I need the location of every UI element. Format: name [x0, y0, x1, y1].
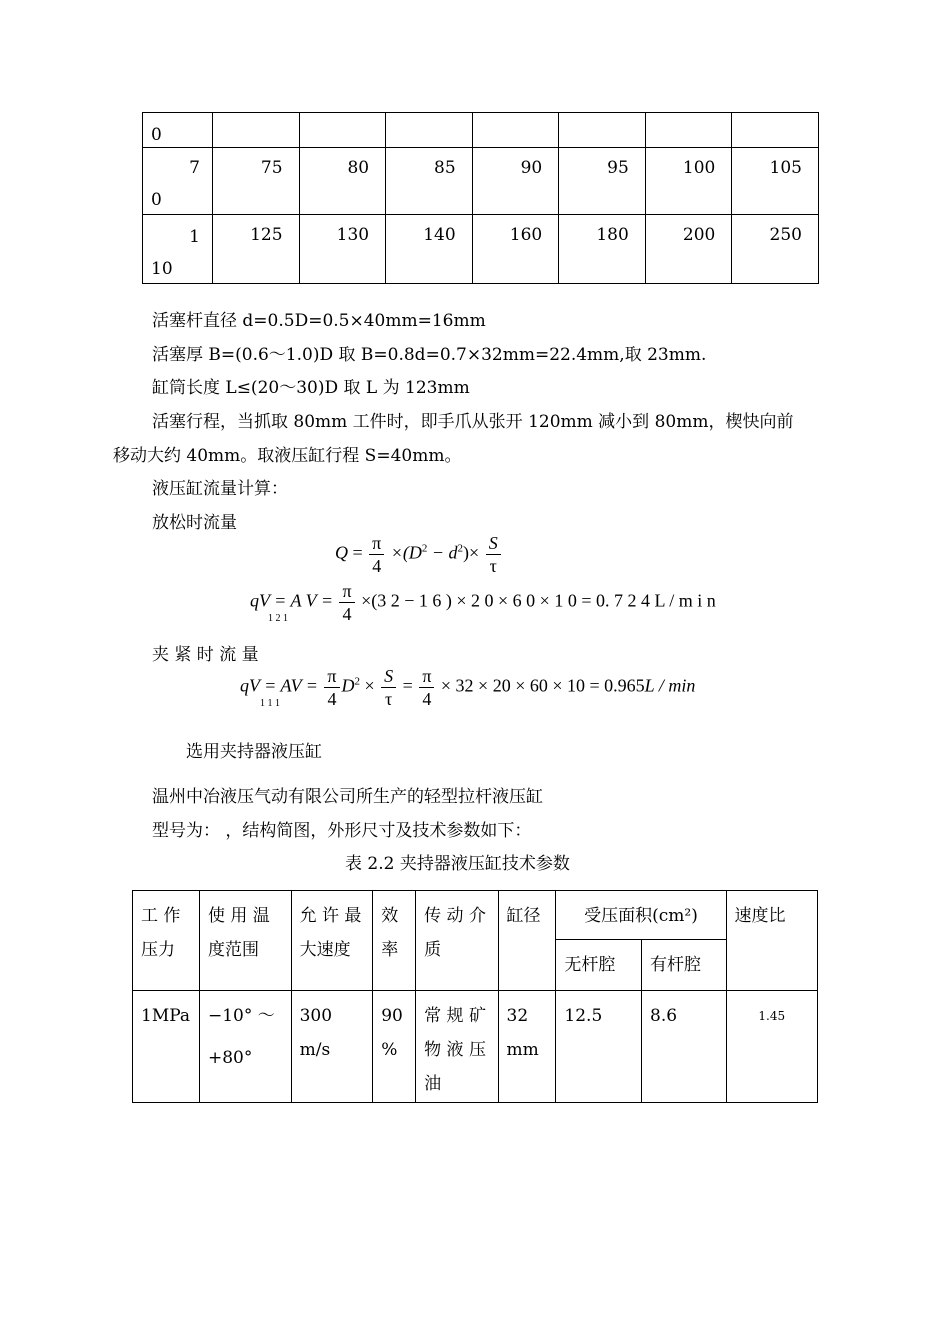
table-cell: 130 [299, 215, 386, 284]
fraction [419, 665, 434, 710]
formula-subscripts: 1 1 1 [260, 698, 280, 709]
cell-efficiency [373, 991, 416, 1103]
header-efficiency: 效率 [373, 891, 416, 991]
cell-ratio: 1.45 [726, 991, 817, 1103]
numerator: π [324, 665, 339, 688]
maker-line: 温州中冶液压气动有限公司所生产的轻型拉杆液压缸 [152, 787, 543, 807]
cell-text: 10 [151, 259, 173, 279]
numerator: S [486, 532, 501, 555]
numerator: S [381, 665, 396, 688]
table-cell: 85 [386, 148, 473, 215]
header-pressure: 工 作 压力 [133, 891, 200, 991]
cell-rod: 8.6 [642, 991, 727, 1103]
fraction [369, 532, 384, 577]
bore-size-table [142, 112, 819, 284]
table-cell: 180 [559, 215, 646, 284]
select-cylinder-line: 选用夹持器液压缸 [186, 742, 322, 762]
table-cell: 90 [472, 148, 559, 215]
table-row [143, 148, 819, 215]
table-cell: 140 [386, 215, 473, 284]
formula-subscripts: 1 2 1 [268, 613, 288, 624]
cell-text: +80° [207, 1048, 253, 1068]
cell-text: 7 [189, 158, 200, 178]
table-row [133, 891, 818, 940]
cell-speed: 300 m/s [291, 991, 373, 1103]
table-cell: 200 [645, 215, 732, 284]
denominator: τ [385, 689, 393, 709]
cell-temp [199, 991, 291, 1103]
header-speed: 允 许 最大速度 [291, 891, 373, 991]
header-temp: 使 用 温度范围 [199, 891, 291, 991]
cylinder-spec-table [132, 890, 818, 1103]
header-speed-ratio: 速度比 [726, 891, 817, 991]
numerator: π [339, 580, 354, 603]
cell-text: % [381, 1040, 398, 1060]
table-cell: 125 [213, 215, 300, 284]
formula-q: Q = $\frac{\pi}{4}$ $\times(D^2 - d^2)\times$ $\frac{S}{\tau}$ [335, 532, 503, 577]
numerator: π [369, 532, 384, 555]
table-cell: 95 [559, 148, 646, 215]
cell-medium: 常 规 矿 物 液 压 油 [416, 991, 498, 1103]
cell-text: 0 [151, 190, 162, 210]
table-row [133, 991, 818, 1103]
table-cell: 75 [213, 148, 300, 215]
clamp-flow-heading: 夹 紧 时 流 量 [152, 645, 259, 665]
table-row [143, 113, 819, 148]
table-cell [143, 148, 213, 215]
denominator: 4 [372, 556, 382, 576]
formula-part: qV = AV = [240, 675, 318, 696]
table-cell [143, 215, 213, 284]
table-cell [143, 113, 213, 148]
denominator: 4 [342, 604, 352, 624]
formula-unit: L / min [644, 675, 696, 696]
table-cell [559, 113, 646, 148]
header-rodless: 无杆腔 [556, 940, 642, 991]
cell-text: 1 [189, 227, 200, 247]
cell-text: 90 [381, 1006, 403, 1026]
flow-calc-heading: 液压缸流量计算： [152, 479, 288, 499]
fraction [339, 580, 354, 625]
cell-text: 0 [151, 125, 162, 145]
cell-text: −10° ～ [207, 1006, 275, 1026]
formula-part: ×(3 2 − 1 6 ) × 2 0 × 6 0 × 1 0 = 0. 7 2 4 L / m i n [361, 590, 716, 611]
rod-diameter-line: 活塞杆直径 d=0.5D=0.5×40mm=16mm [152, 311, 486, 331]
formula-qv-release [250, 580, 716, 625]
formula-part: ×(D [390, 542, 422, 563]
table-cell: 105 [732, 148, 819, 215]
fraction [324, 665, 339, 710]
cell-pressure: 1MPa [133, 991, 200, 1103]
table-cell [472, 113, 559, 148]
table-cell [386, 113, 473, 148]
table-cell: 250 [732, 215, 819, 284]
fraction [486, 532, 501, 577]
cell-rodless: 12.5 [556, 991, 642, 1103]
model-line: 型号为： ，结构简图，外形尺寸及技术参数如下： [152, 821, 532, 841]
table-cell: 80 [299, 148, 386, 215]
numerator: π [419, 665, 434, 688]
formula-part: × 32 × 20 × 60 × 10 = 0.965 [440, 675, 645, 696]
header-bore: 缸径 [498, 891, 556, 991]
formula-qv-clamp: qV = AV = $\frac{\pi}{4}$ $D^2$ × $\frac{S}{\tau}$ = $\frac{\pi}{4}$ × 32 × 20 × 60 × 10 = 0.965L / min [240, 666, 696, 709]
formula-part: )× [463, 542, 480, 563]
header-medium: 传 动 介质 [416, 891, 498, 991]
denominator: τ [489, 556, 497, 576]
release-flow-heading: 放松时流量 [152, 513, 237, 533]
piston-thickness-line: 活塞厚 B=(0.6～1.0)D 取 B=0.8d=0.7×32mm=22.4mm,取 23mm. [152, 345, 707, 365]
cell-text: 32 [506, 1006, 529, 1026]
formula-symbol: D [341, 675, 355, 696]
table-row [143, 215, 819, 284]
stroke-line-2: 移动大约 40mm。取液压缸行程 S=40mm。 [113, 446, 462, 466]
table-cell [645, 113, 732, 148]
table-cell [732, 113, 819, 148]
table-cell [299, 113, 386, 148]
table-cell: 100 [645, 148, 732, 215]
table-cell [213, 113, 300, 148]
header-area: 受压面积(cm²) [556, 891, 726, 940]
table-cell: 160 [472, 215, 559, 284]
formula-part: − d [427, 542, 458, 563]
barrel-length-line: 缸筒长度 L≤(20～30)D 取 L 为 123mm [152, 378, 470, 398]
table-caption: 表 2.2 夹持器液压缸技术参数 [345, 854, 570, 874]
fraction [381, 665, 396, 710]
formula-part: qV = A V = [250, 590, 333, 611]
denominator: 4 [327, 689, 337, 709]
cell-bore [498, 991, 556, 1103]
cell-text: mm [506, 1040, 539, 1060]
stroke-line-1: 活塞行程，当抓取 80mm 工件时，即手爪从张开 120mm 减小到 80mm，楔快向前 [152, 412, 794, 432]
denominator: 4 [422, 689, 432, 709]
header-rod: 有杆腔 [642, 940, 727, 991]
formula-symbol: Q [335, 542, 348, 563]
